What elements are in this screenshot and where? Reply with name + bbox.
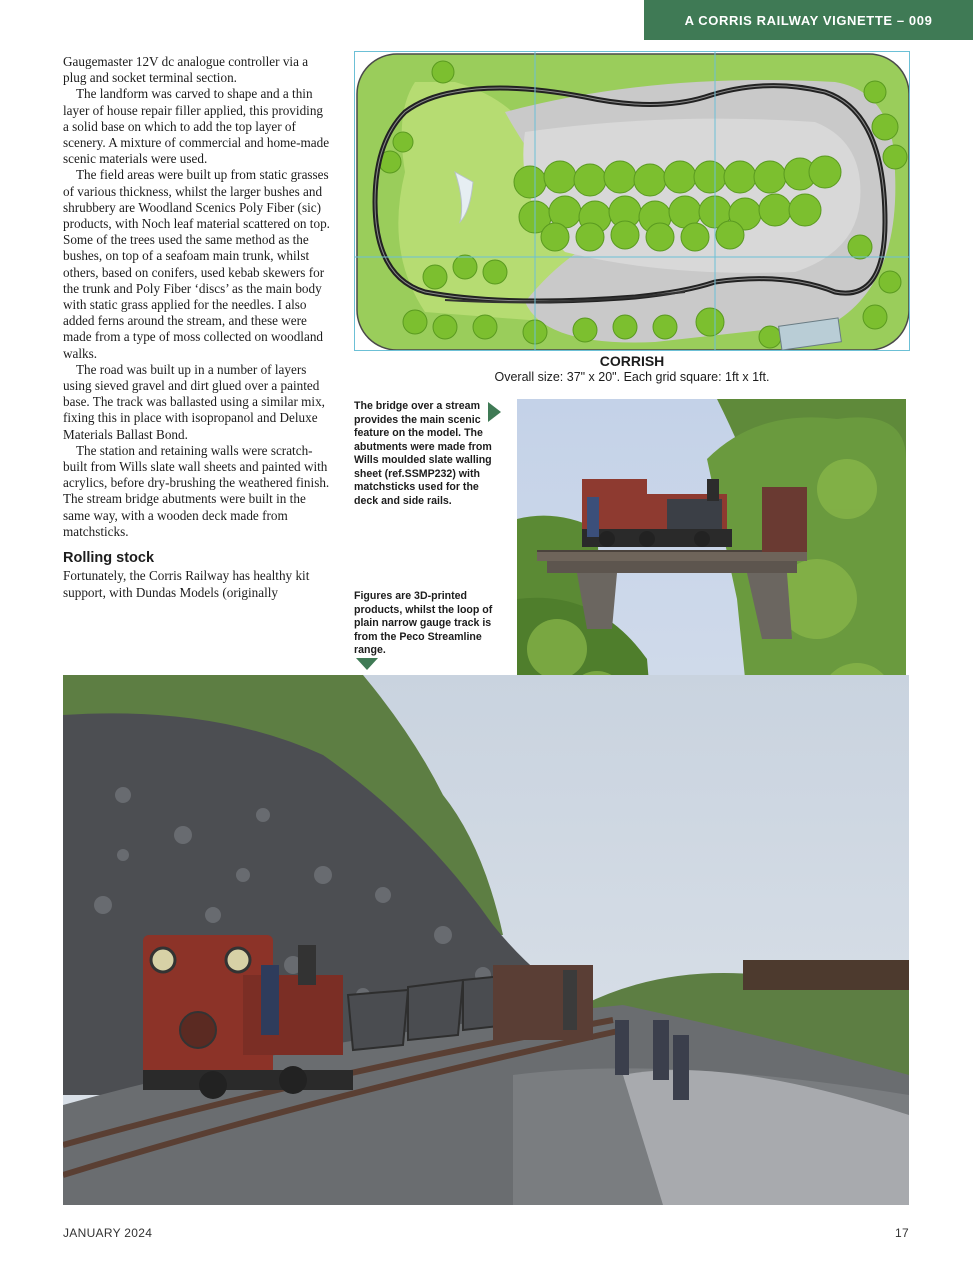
photo-slate-tip-train: [63, 675, 909, 1205]
article-paragraph: The road was built up in a number of layers using sieved gravel and dirt glued over a painted base. The track was ballasted using a similar mix, fixing this in place with isopropanol and Deluxe Materials Ballast Bond.: [63, 361, 325, 442]
track-plan-image: [355, 52, 910, 351]
article-paragraph: The station and retaining walls were scratch-built from Wills slate wall sheets and painted with acrylics, before dry-brushing the weathered finish. The stream bridge abutments were built in the same way, with a wooden deck made from matchsticks.: [63, 442, 330, 539]
caption-arrow-down-icon: [356, 658, 378, 671]
section-header-title: A CORRIS RAILWAY VIGNETTE – 009: [684, 12, 933, 28]
track-plan-title: CORRISH: [599, 353, 665, 369]
footer-issue-date: JANUARY 2024: [63, 1226, 153, 1240]
article-paragraph: The landform was carved to shape and a thin layer of house repair filler applied, this providing a solid base on which to add the top layer of scenery. A mixture of commercial and home-made scenic materials were used.: [63, 86, 330, 167]
article-paragraph: Gaugemaster 12V dc analogue controller via a plug and socket terminal section.: [63, 54, 309, 86]
section-header-band: [644, 0, 973, 40]
track-plan-subtitle: Overall size: 37" x 20". Each grid square: 1ft x 1ft.: [494, 370, 770, 384]
footer-page-number: 17: [895, 1226, 909, 1240]
track-plan-diagram: [354, 51, 910, 351]
subheading-rolling-stock: Rolling stock: [63, 550, 155, 567]
article-body-column: [63, 54, 331, 601]
article-paragraph: The field areas were built up from static grasses of various thickness, whilst the larger bushes and shrubbery are Woodland Scenics Poly Fiber (sic) products, with Noch leaf material scattered on top. Some of the trees used the same method as the bushes, on top of a seafoam main trunk, whilst others, based on conifers, used kebab skewers for the trunk and Poly Fiber ‘discs’ as the main body with static grass applied for the needles. I also added ferns around the stream, and these were made from a type of moss collected on woodland walks.: [63, 167, 330, 361]
caption-figures: Figures are 3D-printed products, whilst the loop of plain narrow gauge track is from the Peco Streamline range.: [354, 590, 493, 656]
article-paragraph: Fortunately, the Corris Railway has healthy kit support, with Dundas Models (originally: [63, 568, 310, 600]
caption-bridge: The bridge over a stream provides the main scenic feature on the model. The abutments were made from Wills moulded slate walling sheet (ref.SSMP232) with matchsticks used for the deck and side rails.: [354, 400, 492, 507]
caption-arrow-right-icon: [488, 402, 502, 422]
